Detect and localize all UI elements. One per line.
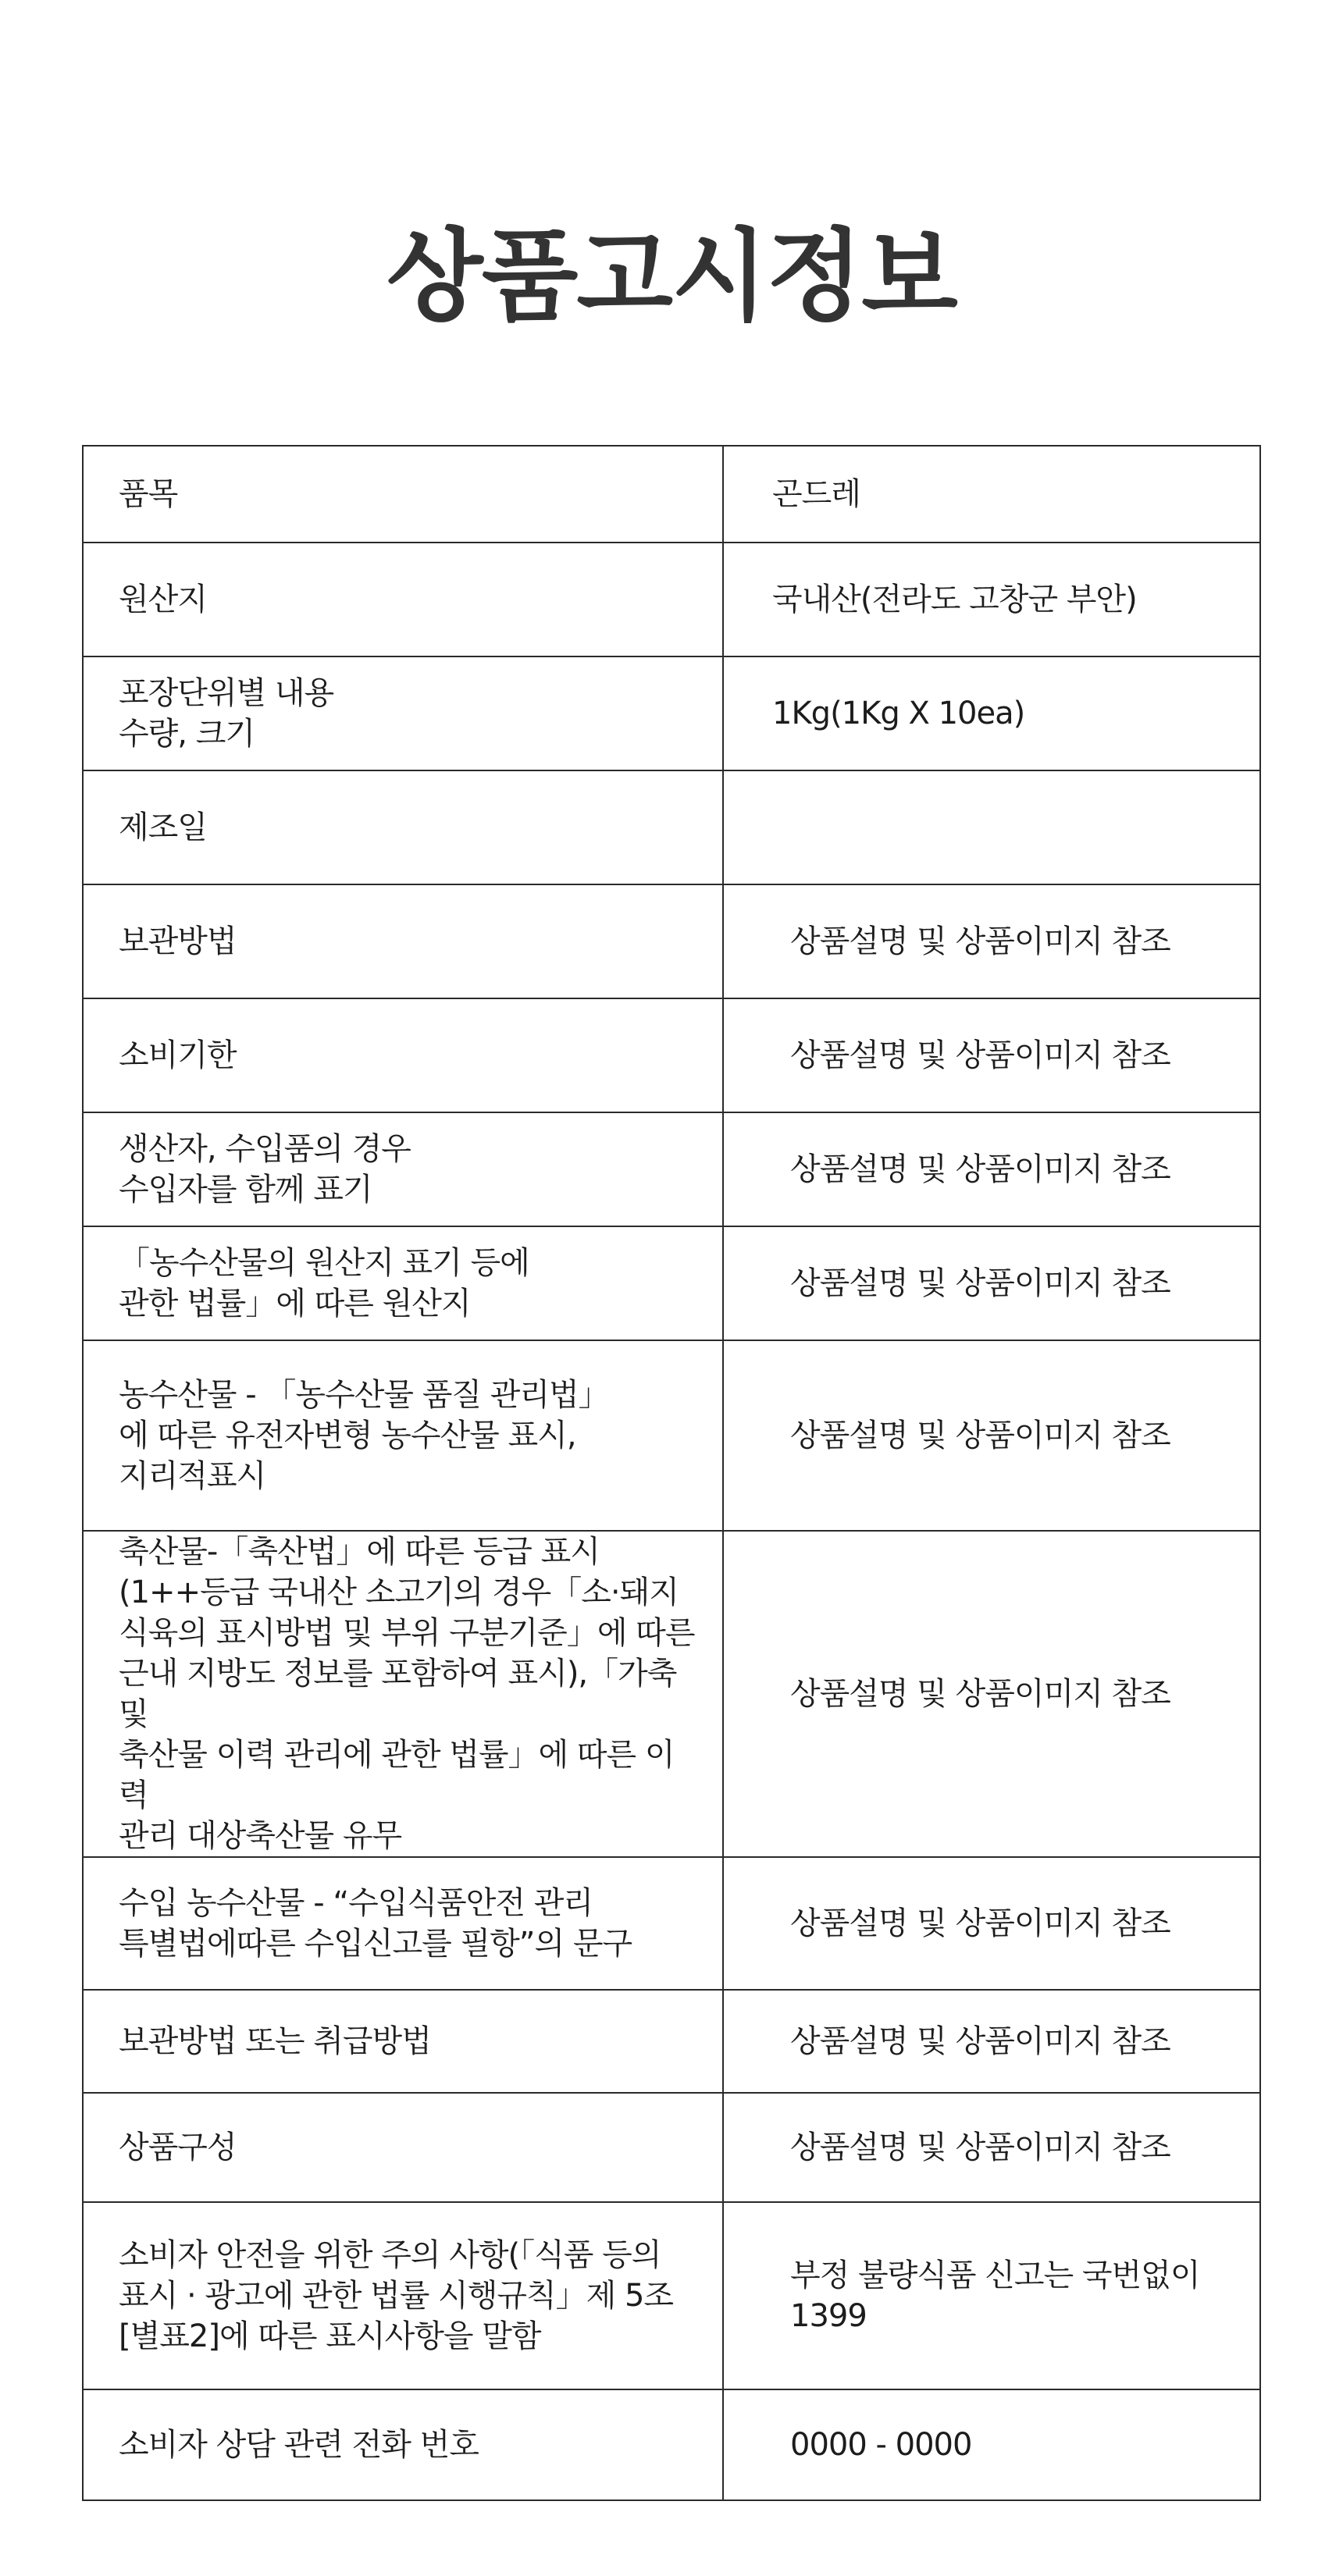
table-row [83,1857,1260,1990]
row-value [723,770,1260,884]
table-row [83,543,1260,656]
row-value: 상품설명 및 상품이미지 참조 [723,1340,1260,1531]
page-title: 상품고시정보 [387,219,956,335]
row-label: 농수산물 - 「농수산물 품질 관리법」 에 따른 유전자변형 농수산물 표시, 지리적표시 [83,1340,723,1531]
table-row [83,2093,1260,2202]
row-value: 국내산(전라도 고창군 부안) [723,543,1260,656]
row-value: 상품설명 및 상품이미지 참조 [723,1112,1260,1226]
row-value: 상품설명 및 상품이미지 참조 [723,998,1260,1112]
row-value: 상품설명 및 상품이미지 참조 [723,1990,1260,2093]
row-value: 부정 불량식품 신고는 국번없이 1399 [723,2202,1260,2389]
table-row [83,2389,1260,2500]
row-value: 1Kg(1Kg X 10ea) [723,656,1260,770]
table-row [83,656,1260,770]
row-label: 품목 [83,446,723,543]
row-label: 상품구성 [83,2093,723,2202]
row-label: 보관방법 [83,884,723,998]
row-value: 상품설명 및 상품이미지 참조 [723,884,1260,998]
table-row [83,1531,1260,1857]
table-row [83,1226,1260,1340]
row-label: 보관방법 또는 취급방법 [83,1990,723,2093]
table-row [83,1990,1260,2093]
row-value: 상품설명 및 상품이미지 참조 [723,2093,1260,2202]
row-value: 곤드레 [723,446,1260,543]
row-value: 상품설명 및 상품이미지 참조 [723,1857,1260,1990]
table-row [83,770,1260,884]
row-label: 포장단위별 내용 수량, 크기 [83,656,723,770]
row-value: 상품설명 및 상품이미지 참조 [723,1226,1260,1340]
row-label: 원산지 [83,543,723,656]
table-row [83,446,1260,543]
row-label: 「농수산물의 원산지 표기 등에 관한 법률」에 따른 원산지 [83,1226,723,1340]
row-label: 소비자 상담 관련 전화 번호 [83,2389,723,2500]
row-value: 상품설명 및 상품이미지 참조 [723,1531,1260,1857]
row-label: 제조일 [83,770,723,884]
row-label: 생산자, 수입품의 경우 수입자를 함께 표기 [83,1112,723,1226]
row-label: 소비기한 [83,998,723,1112]
table-row [83,1112,1260,1226]
product-info-table [82,445,1261,2501]
row-value: 0000 - 0000 [723,2389,1260,2500]
row-label: 축산물-「축산법」에 따른 등급 표시 (1++등급 국내산 소고기의 경우「소·돼지 식육의 표시방법 및 부위 구분기준」에 따른 근내 지방도 정보를 포함하여 표시),「가축 및 축산물 이력 관리에 관한 법률」에 따른 이력 관리 대상축산물 유무 [83,1531,723,1857]
table-row [83,998,1260,1112]
row-label: 수입 농수산물 - “수입식품안전 관리 특별법에따른 수입신고를 필항”의 문구 [83,1857,723,1990]
table-row [83,2202,1260,2389]
row-label: 소비자 안전을 위한 주의 사항(「식품 등의 표시 · 광고에 관한 법률 시행규칙」제 5조 [별표2]에 따른 표시사항을 말함 [83,2202,723,2389]
table-row [83,884,1260,998]
table-row [83,1340,1260,1531]
